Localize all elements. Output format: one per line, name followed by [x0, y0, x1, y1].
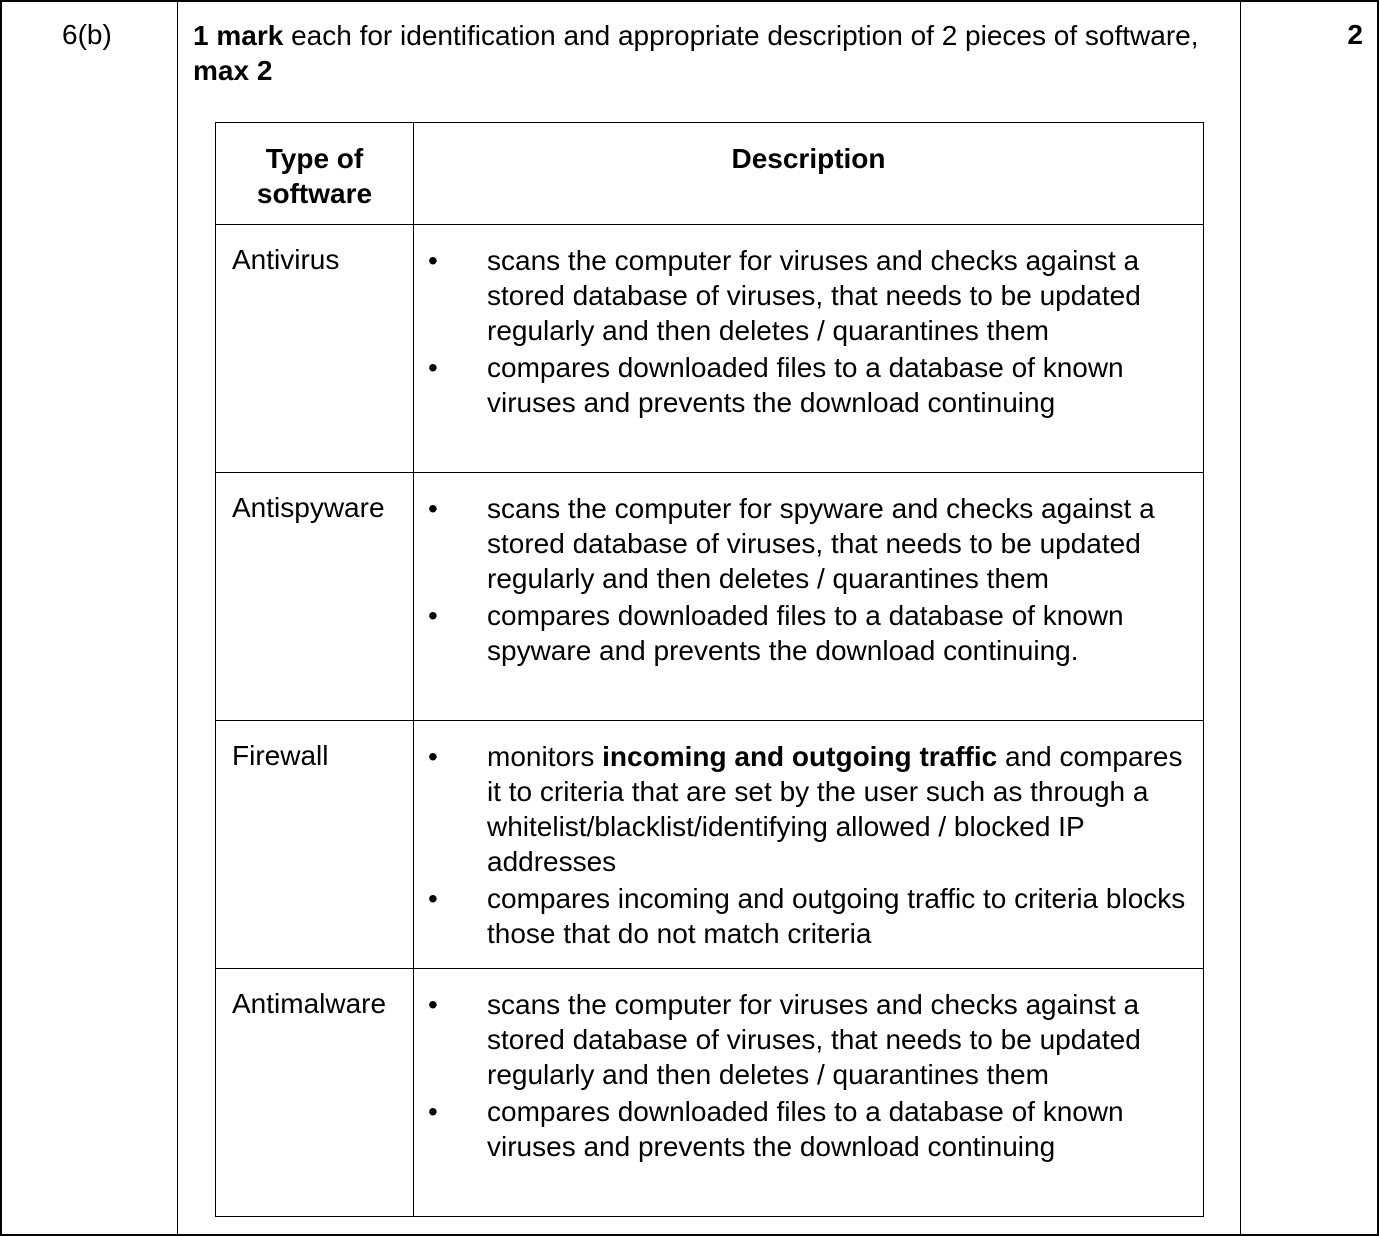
list-item [414, 987, 1189, 1092]
marks-value: 2 [1347, 19, 1363, 50]
list-item [414, 881, 1189, 951]
software-table [215, 122, 1204, 1217]
bullet-icon: • [428, 1096, 438, 1127]
bullet-icon: • [428, 989, 438, 1020]
intro-text: each for identification and appropriate description of 2 pieces of software, [283, 20, 1199, 51]
bullet-text: compares downloaded files to a database of known viruses and prevents the download continuing [487, 1096, 1124, 1162]
bullet-text: compares downloaded files to a database of known spyware and prevents the download continuing. [487, 600, 1124, 666]
software-type: Antispyware [216, 473, 414, 721]
column-divider [1240, 0, 1241, 1236]
list-item [414, 739, 1189, 879]
description-list [414, 243, 1189, 420]
software-description [414, 473, 1204, 721]
bullet-icon: • [428, 493, 438, 524]
software-type: Firewall [216, 721, 414, 969]
bullet-icon: • [428, 600, 438, 631]
bullet-text: compares downloaded files to a database of known viruses and prevents the download continuing [487, 352, 1124, 418]
table-header-row [216, 123, 1204, 225]
software-description [414, 969, 1204, 1217]
intro-bold-max: max 2 [193, 55, 273, 86]
table-row [216, 969, 1204, 1217]
software-description [414, 225, 1204, 473]
intro-bold-mark: 1 mark [193, 20, 284, 51]
bullet-icon: • [428, 245, 438, 276]
list-item [414, 350, 1189, 420]
list-item [414, 1094, 1189, 1164]
list-item [414, 598, 1189, 668]
description-list [414, 491, 1189, 668]
table-row [216, 473, 1204, 721]
bullet-text: scans the computer for spyware and checks against a stored database of viruses, that needs to be updated regularly and then deletes / quarantines them [487, 493, 1155, 594]
list-item [414, 491, 1189, 596]
software-type: Antimalware [216, 969, 414, 1217]
software-description [414, 721, 1204, 969]
header-type: Type of software [216, 123, 414, 225]
list-item [414, 243, 1189, 348]
bullet-icon: • [428, 883, 438, 914]
bullet-icon: • [428, 741, 438, 772]
header-description: Description [414, 123, 1204, 225]
bullet-text: compares incoming and outgoing traffic to criteria blocks those that do not match criteria [487, 883, 1186, 949]
description-list [414, 739, 1189, 951]
column-divider [177, 0, 178, 1236]
description-list [414, 987, 1189, 1164]
mark-instructions [193, 18, 1223, 88]
software-type: Antivirus [216, 225, 414, 473]
table-row [216, 721, 1204, 969]
bullet-bold-text: incoming and outgoing traffic [602, 741, 998, 772]
table-row [216, 225, 1204, 473]
bullet-text: monitors [487, 741, 603, 772]
bullet-text: scans the computer for viruses and checks against a stored database of viruses, that needs to be updated regularly and then deletes / quarantines them [487, 245, 1141, 346]
question-number: 6(b) [62, 19, 112, 50]
bullet-icon: • [428, 352, 438, 383]
bullet-text: scans the computer for viruses and checks against a stored database of viruses, that needs to be updated regularly and then deletes / quarantines them [487, 989, 1141, 1090]
bullet-text: and compares it to criteria that are set by the user such as through a whitelist/blacklist/identifying allowed / blocked IP addresses [487, 741, 1183, 877]
